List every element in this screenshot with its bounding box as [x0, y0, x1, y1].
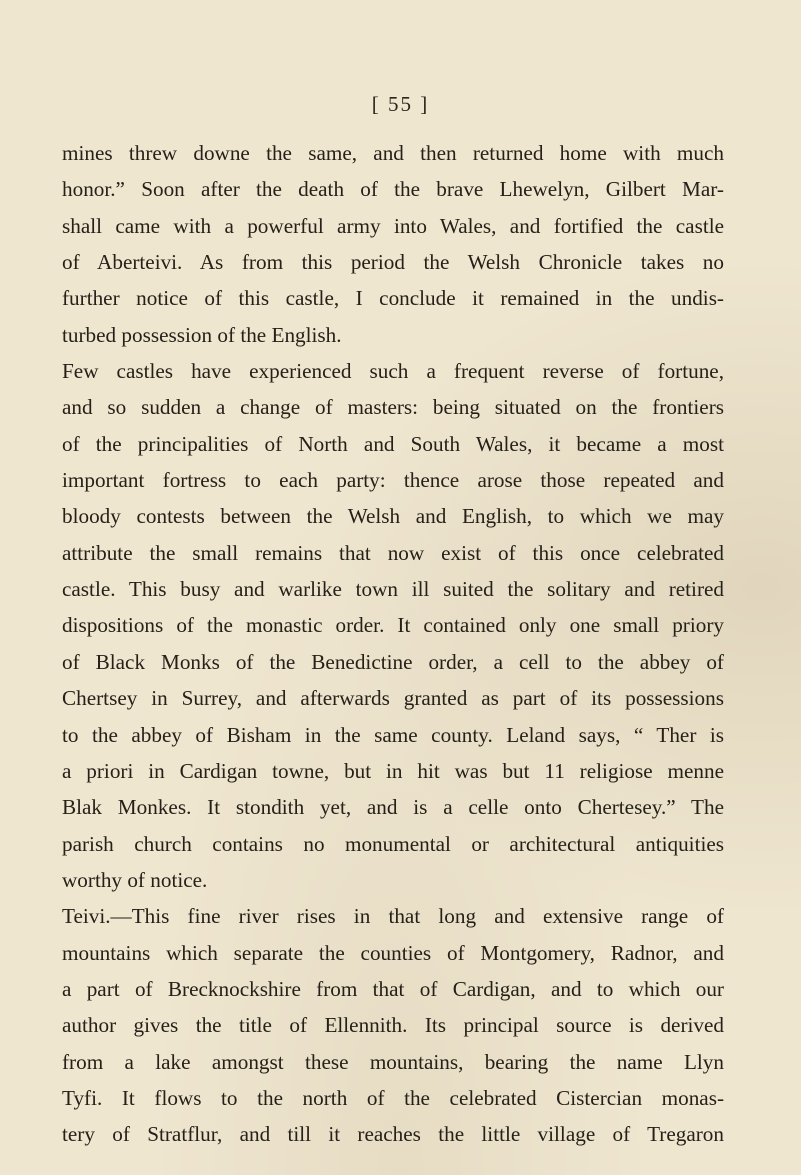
text-line: a part of Brecknockshire from that of Cardigan, and to which our: [62, 976, 724, 1001]
text-line: further notice of this castle, I conclude it remained in the undis-: [62, 286, 724, 311]
text-line: a priori in Cardigan towne, but in hit was but 11 religiose menne: [62, 758, 724, 783]
page-number: [ 55 ]: [371, 92, 430, 116]
text-line: attribute the small remains that now exist of this once celebrated: [62, 540, 724, 565]
text-line: parish church contains no monumental or architectural antiquities: [62, 831, 724, 856]
text-line: castle. This busy and warlike town ill suited the solitary and retired: [62, 577, 724, 602]
text-line: from a lake amongst these mountains, bearing the name Llyn: [62, 1049, 724, 1074]
text-line: shall came with a powerful army into Wales, and fortified the castle: [62, 213, 724, 238]
text-line: Blak Monkes. It stondith yet, and is a celle onto Chertesey.” The: [62, 795, 724, 820]
text-line: tery of Stratflur, and till it reaches the little village of Tregaron: [62, 1122, 724, 1147]
text-line: of the principalities of North and South Wales, it became a most: [62, 431, 724, 456]
text-line: worthy of notice.: [62, 867, 208, 892]
text-line: bloody contests between the Welsh and English, to which we may: [62, 504, 724, 529]
body-text: [62, 135, 724, 1153]
text-line: Teivi.—This fine river rises in that long and extensive range of: [62, 904, 724, 929]
text-line: honor.” Soon after the death of the brave Lhewelyn, Gilbert Mar-: [62, 177, 724, 202]
text-line: Tyfi. It flows to the north of the celebrated Cistercian monas-: [62, 1085, 724, 1110]
text-line: mountains which separate the counties of Montgomery, Radnor, and: [62, 940, 724, 965]
text-line: dispositions of the monastic order. It contained only one small priory: [62, 613, 724, 638]
text-line: Few castles have experienced such a frequent reverse of fortune,: [62, 359, 724, 384]
text-line: author gives the title of Ellennith. Its principal source is derived: [62, 1013, 724, 1038]
text-line: Chertsey in Surrey, and afterwards granted as part of its possessions: [62, 686, 724, 711]
text-line: important fortress to each party: thence arose those repeated and: [62, 468, 724, 493]
text-line: and so sudden a change of masters: being situated on the frontiers: [62, 395, 724, 420]
text-line: of Black Monks of the Benedictine order, a cell to the abbey of: [62, 649, 724, 674]
text-line: mines threw downe the same, and then returned home with much: [62, 141, 724, 165]
text-line: turbed possession of the English.: [62, 322, 342, 347]
text-line: of Aberteivi. As from this period the Welsh Chronicle takes no: [62, 250, 724, 275]
text-line: to the abbey of Bisham in the same county. Leland says, “ Ther is: [62, 722, 724, 747]
